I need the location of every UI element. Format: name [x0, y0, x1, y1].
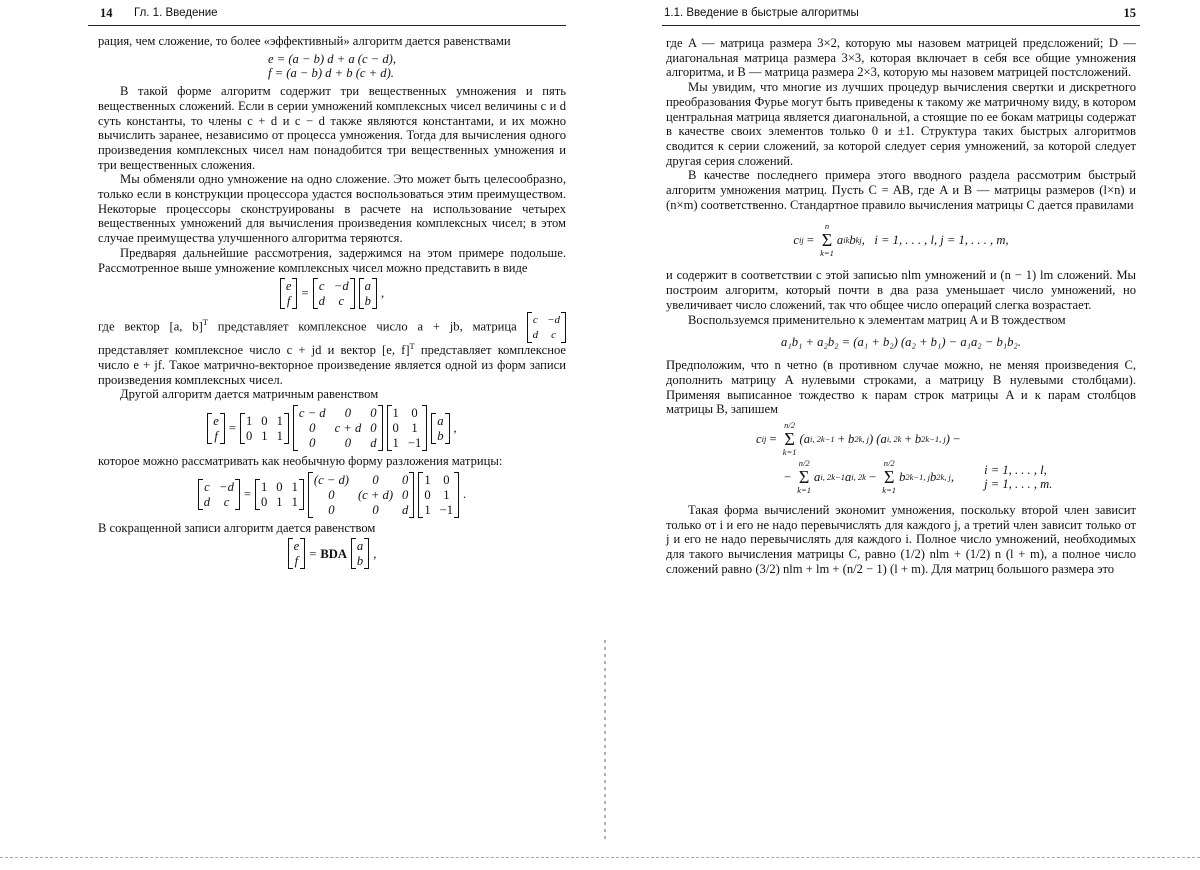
left-eq1-line2: f = (a − b) d + b (c + d).: [267, 66, 394, 81]
eq2-range-i: i = 1, . . . , l,: [984, 463, 1047, 478]
left-para2: Мы обменяли одно умножение на одно сложение. Это может быть целесообразно, только если в конструкции процессора удастся воспользоваться этим преимуществом. Некоторые процессоры сконструированы в расчете на использование четырех вещественных умножений для вычисления произведения комплексных чисел; в этом случае преимущества улучшенного алгоритма теряются.: [98, 172, 566, 246]
right-para3: В качестве последнего примера этого вводного раздела рассмотрим быстрый алгоритм умножения матриц. Пусть C = AB, где A и B — матрицы размеров (l×n) и (n×m) соответственно. Стандартное правило вычисления матрицы C дается правилами: [666, 168, 1136, 212]
right-para6: Предположим, что n четно (в противном случае можно, не меняя произведения C, дополнить матрицу A нулевыми строками, а матрицу B нулевыми столбцами). Применяя выписанное тождество к парам строк матрицы A и к парам столбцов матрицы B, запишем: [666, 358, 1136, 417]
right-body: [666, 36, 1136, 577]
sum-sign: n Σ k=1: [820, 221, 834, 259]
right-para1: где A — матрица размера 3×2, которую мы назовем матрицей предсложений; D — диагональная матрица размера 3×3, которая включает в себя все общие умножения алгоритма, и B — матрица размера 2×3, которую мы назовем матрицей постсложений.: [666, 36, 1136, 80]
right-identity: a₁b₁ + a₂b₂ = (a₁ + b₂) (a₂ + b₁) − a₁a₂ − b₁b₂.: [781, 335, 1021, 350]
right-para2: Мы увидим, что многие из лучших процедур вычисления свертки и дискретного преобразования Фурье могут быть приведены к такому же матричному виду, в котором центральная матрица является диагональной, а стоящие по ее бокам матрицы содержат в качестве своих элементов только 0 и ±1. Структура таких быстрых алгоритмов сводится к серии сложений, за которой следует серия умножений, за которой следует другая серия сложений.: [666, 80, 1136, 168]
matrix-B: 1 0 1 0 1 1: [240, 413, 289, 444]
left-para3: Предваряя дальнейшие рассмотрения, задержимся на этом примере подольше. Рассмотренное выше умножение комплексных чисел можно представить в виде: [98, 245, 566, 275]
left-para7: В сокращенной записи алгоритм дается равенством: [98, 520, 376, 535]
left-page-number: 14: [100, 6, 113, 20]
left-header-title: Гл. 1. Введение: [134, 7, 218, 19]
left-matrix-eq4: e f = BDA a b ,: [98, 538, 566, 569]
left-eq1: [98, 52, 566, 81]
right-eq2: c ij = n/2 Σ k=1 (a i, 2k−1 + b 2k, j ) (a i, 2k + b 2k−1, j ) − − n/2 Σ k=1 a i, 2k−1 a i, 2k − n/2 Σ k=1 b 2k−1, j b 2k, j , i = 1, . . . , l, j = 1, . . . , m.: [756, 420, 1053, 496]
right-para7: Такая форма вычислений экономит умножения, поскольку второй член зависит только от i и его не надо перевычислять для каждого j, а третий член зависит только от j и его не надо перевычислять для каждого i. Полное число умножений, необходимых для такого вычисления матрицы C, равно (1/2) nlm + (1/2) n (l + m), а полное число сложений равно (3/2) nlm + lm + (n/2 − 1) (l + m). Для матриц большого размера это: [666, 503, 1136, 576]
left-para4: где вектор [a, b]$^T$ представляет комплексное число a + jb, матрица c −d d c представляет комплексное число c + jd и вектор [e, f]$^T$ представляет комплексное число e + jf. Такое матрично-векторное произведение является одной из форм записи произведения комплексных чисел.: [98, 314, 566, 387]
left-matrix-eq2: e f = 1 0 1 0 1 1 c − d 0 0 0 c + d 0 0 0 d 1 0 0 1 1 −1 a b ,: [98, 405, 566, 451]
right-eq-cij: c ij = n Σ k=1 a ik b kj , i = 1, . . . , l, j = 1, . . . , m,: [793, 221, 1009, 259]
bda-label: BDA: [320, 546, 347, 561]
matrix-A: 1 0 0 1 1 −1: [387, 405, 428, 451]
gutter-scan-mark: [604, 640, 606, 840]
left-para1: В такой форме алгоритм содержит три вещественных умножения и пять вещественных сложений. Если в серии умножений комплексных чисел величины c и d суть константы, то члены c + d и c − d также являются константами, и их можно вычислить заранее, независимо от процесса умножения. Тогда для вычисления одного произведения комплексных чисел нам понадобится три вещественных умножения и три вещественных сложения.: [98, 84, 566, 172]
left-matrix-eq1: e f = c −d d c a b ,: [98, 278, 566, 309]
right-page: [662, 0, 1140, 870]
vector-ab: a b: [359, 278, 377, 309]
left-para6: которое можно рассматривать как необычную форму разложения матрицы:: [98, 454, 503, 469]
right-header-title: 1.1. Введение в быстрые алгоритмы: [664, 7, 859, 19]
inline-matrix-cd: c −d d c: [527, 312, 566, 343]
left-para5: Другой алгоритм дается матричным равенством: [120, 387, 379, 402]
right-para5: Воспользуемся применительно к элементам матриц A и B тождеством: [688, 312, 1066, 327]
left-page: [88, 0, 566, 870]
eq2-range-j: j = 1, . . . , m.: [984, 477, 1053, 492]
left-running-head: [88, 6, 566, 26]
matrix-D2: (c − d) 0 0 0 (c + d) 0 0 0 d: [308, 472, 414, 518]
left-intro-text: рация, чем сложение, то более «эффективный» алгоритм дается равенствами: [98, 34, 511, 48]
left-body: [98, 34, 566, 572]
vector-ef: e f: [280, 278, 298, 309]
scan-streak: [0, 857, 1200, 859]
left-eq1-line1: e = (a − b) d + a (c − d),: [267, 51, 397, 66]
matrix-D: c − d 0 0 0 c + d 0 0 0 d: [293, 405, 383, 451]
right-running-head: [662, 6, 1140, 26]
matrix-cd: c −d d c: [313, 278, 355, 309]
left-matrix-eq3: c −d d c = 1 0 1 0 1 1 (c − d) 0 0 0 (c + d) 0 0 0 d 1 0 0 1 1 −1 .: [98, 472, 566, 518]
right-page-number: 15: [1123, 6, 1136, 20]
right-para4: и содержит в соответствии с этой записью nlm умножений и (n − 1) lm сложений. Мы построим алгоритм, который почти в два раза уменьшает число умножений, но увеличивает число сложений, так что общее число операций слегка возрастает.: [666, 268, 1136, 312]
